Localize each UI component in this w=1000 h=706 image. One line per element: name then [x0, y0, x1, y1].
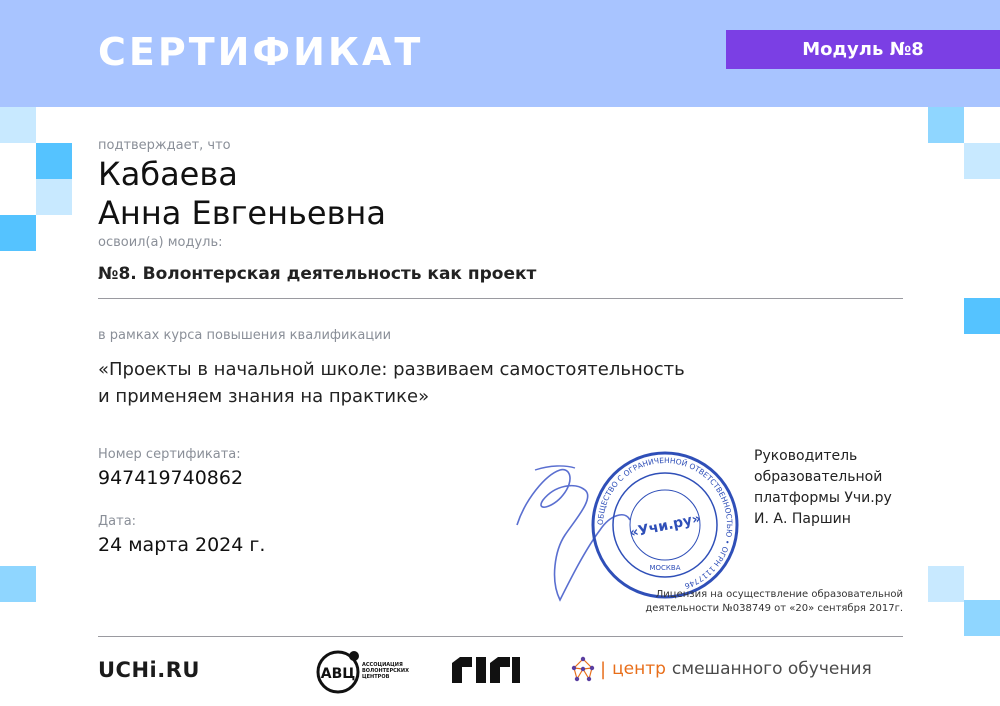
stamp-bottom-text: МОСКВА: [649, 564, 681, 572]
recipient-last-name: Кабаева: [98, 155, 238, 193]
divider: [98, 298, 903, 299]
stamp-and-signature: [505, 440, 745, 610]
module-title: №8. Волонтерская деятельность как проект: [98, 264, 537, 284]
decor-square: [928, 107, 964, 143]
stamp-ring-text: ОБЩЕСТВО С ОГРАНИЧЕННОЙ ОТВЕТСТВЕННОСТЬЮ • ОГРН 1117746: [595, 455, 735, 591]
decor-square: [0, 215, 36, 251]
course-title-line: и применяем знания на практике»: [98, 386, 430, 407]
module-badge: Модуль №8: [726, 30, 1000, 69]
logo-separator: |: [600, 658, 607, 680]
course-title: [98, 356, 758, 410]
certificate-date: 24 марта 2024 г.: [98, 534, 266, 556]
network-icon: [570, 656, 596, 682]
avc-logo: [316, 648, 416, 700]
mastered-label: освоил(а) модуль:: [98, 235, 223, 250]
license-line: Лицензия на осуществление образовательной: [655, 589, 903, 600]
decor-square: [0, 107, 36, 143]
avc-logo-text: АВЦ: [320, 666, 356, 682]
decor-square: [0, 566, 36, 602]
date-label: Дата:: [98, 514, 137, 529]
course-context-label: в рамках курса повышения квалификации: [98, 328, 392, 343]
certificate-number: 947419740862: [98, 467, 244, 489]
center-logo-text: смешанного обучения: [671, 659, 872, 679]
signer-block: [754, 446, 954, 530]
signature-stroke: [535, 466, 575, 470]
signer-line: платформы Учи.ру: [754, 490, 892, 506]
rsi-logo: [450, 655, 522, 689]
stamp-graphic: [505, 440, 745, 610]
blended-learning-center-logo: [570, 656, 872, 682]
center-logo-accent-text: центр: [612, 659, 666, 679]
avc-logo-caption: АССОЦИАЦИЯ ВОЛОНТЕРСКИХ ЦЕНТРОВ: [362, 662, 409, 680]
decor-square: [36, 179, 72, 215]
decor-square: [928, 566, 964, 602]
decor-square: [964, 143, 1000, 179]
signer-name: И. А. Паршин: [754, 511, 851, 527]
signer-line: образовательной: [754, 469, 883, 485]
stamp-center-text: «Учи.ру»: [627, 510, 703, 542]
signer-line: Руководитель: [754, 448, 858, 464]
decor-square: [36, 143, 72, 179]
decor-square: [964, 600, 1000, 636]
decor-square: [964, 298, 1000, 334]
certificate-title: СЕРТИФИКАТ: [98, 30, 424, 74]
license-text: [610, 588, 903, 616]
course-title-line: «Проекты в начальной школе: развиваем самостоятельность: [98, 359, 685, 380]
uchi-ru-logo: UCHi.RU: [98, 658, 200, 682]
certificate-number-label: Номер сертификата:: [98, 447, 241, 462]
license-line: деятельности №038749 от «20» сентября 2017г.: [645, 603, 903, 614]
recipient-first-middle-name: Анна Евгеньевна: [98, 194, 386, 232]
confirms-label: подтверждает, что: [98, 138, 231, 153]
footer-divider: [98, 636, 903, 637]
